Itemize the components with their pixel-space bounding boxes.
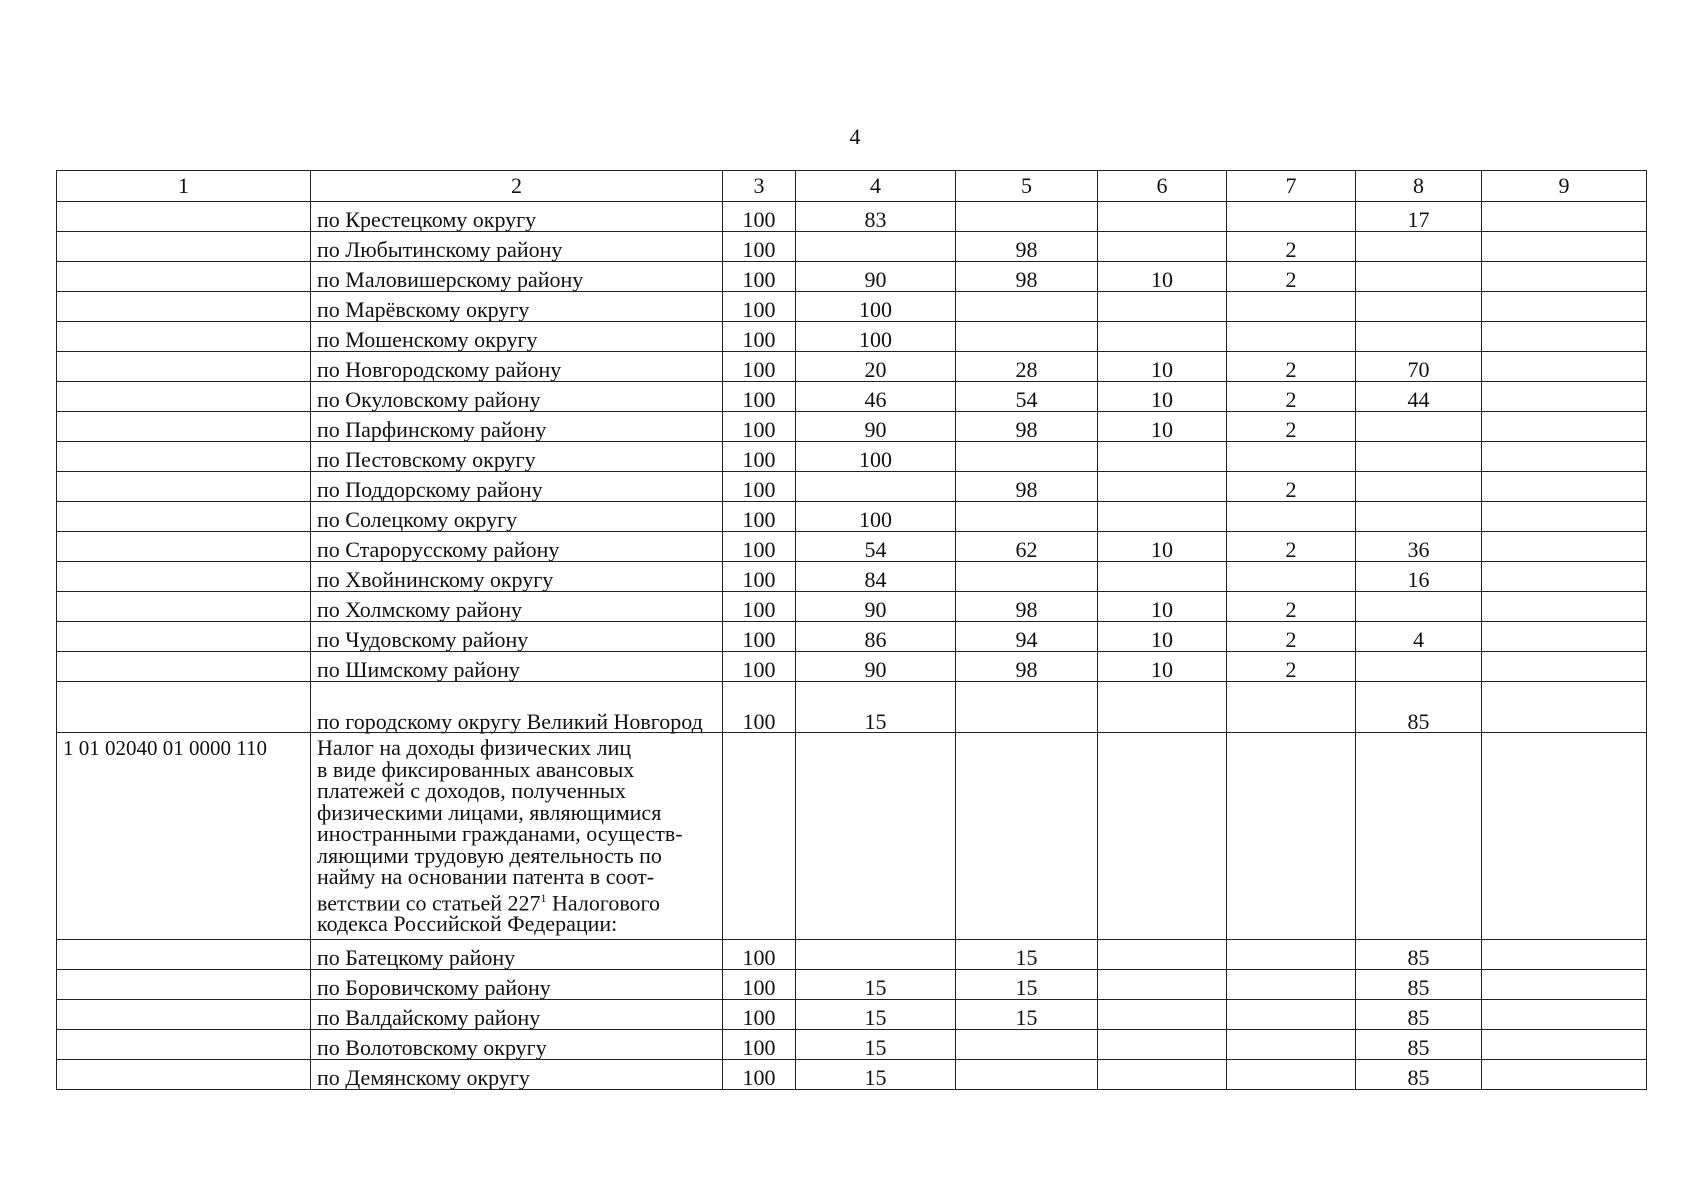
percent-cell-c6 (1098, 940, 1227, 970)
percent-cell-c3: 100 (723, 232, 796, 262)
percent-cell-c5: 94 (956, 622, 1098, 652)
district-name-cell: по Марёвскому округу (311, 292, 723, 322)
percent-cell-c9 (1482, 502, 1647, 532)
percent-cell-c7 (1227, 202, 1356, 232)
percent-cell-c7: 2 (1227, 262, 1356, 292)
percent-cell-c3: 100 (723, 622, 796, 652)
percent-cell-c9 (1482, 652, 1647, 682)
district-name-cell: по Крестецкому округу (311, 202, 723, 232)
percent-cell-c5 (956, 562, 1098, 592)
percent-cell-c4: 90 (796, 592, 956, 622)
code-cell (57, 322, 311, 352)
percent-cell-c8: 36 (1356, 532, 1482, 562)
percent-cell-c5: 98 (956, 472, 1098, 502)
percent-cell-c5 (956, 442, 1098, 472)
column-number: 5 (956, 171, 1098, 202)
percent-cell-c8 (1356, 652, 1482, 682)
percent-cell-c6: 10 (1098, 412, 1227, 442)
budget-classification-code: 1 01 02040 01 0000 110 (57, 733, 311, 940)
code-cell (57, 232, 311, 262)
percent-cell-c4: 90 (796, 262, 956, 292)
percent-cell-c6 (1098, 292, 1227, 322)
table-row (57, 592, 1647, 622)
percent-cell-c7 (1227, 562, 1356, 592)
percent-cell-c4: 86 (796, 622, 956, 652)
percent-cell-c7 (1227, 292, 1356, 322)
column-number: 1 (57, 171, 311, 202)
percent-cell-c3: 100 (723, 532, 796, 562)
percent-cell-c7 (1227, 940, 1356, 970)
district-name-cell: по Солецкому округу (311, 502, 723, 532)
percent-cell-c5: 98 (956, 652, 1098, 682)
code-cell (57, 652, 311, 682)
percent-cell-c9 (1482, 322, 1647, 352)
percent-cell-c7 (1227, 970, 1356, 1000)
percent-cell-c9 (1482, 472, 1647, 502)
code-cell (57, 940, 311, 970)
article-superscript: 1 (540, 890, 547, 905)
code-cell (57, 382, 311, 412)
tax-description-text: Налог на доходы физических лиц в виде фиксированных авансовых платежей с доходов, полученных физическими лицами, являющимися иностранными гражданами, осуществ- ляющими трудовую деятельность по найму на основании патента в соот- ветствии со статьей 227 (317, 735, 683, 915)
percent-cell-c4 (796, 232, 956, 262)
code-cell (57, 352, 311, 382)
percent-cell-c5: 62 (956, 532, 1098, 562)
column-number: 6 (1098, 171, 1227, 202)
percent-cell-c8: 44 (1356, 382, 1482, 412)
percent-cell-c9 (1482, 682, 1647, 733)
district-name-cell: по Поддорскому району (311, 472, 723, 502)
percent-cell-c9 (1482, 532, 1647, 562)
code-cell (57, 592, 311, 622)
table-row (57, 382, 1647, 412)
percent-cell-c4: 15 (796, 1060, 956, 1090)
percent-cell-c5: 15 (956, 970, 1098, 1000)
column-number: 4 (796, 171, 956, 202)
percent-cell-c6 (1098, 970, 1227, 1000)
percent-cell-c4: 54 (796, 532, 956, 562)
percent-cell-c6 (1098, 442, 1227, 472)
table-row (57, 202, 1647, 232)
percent-cell-c6: 10 (1098, 382, 1227, 412)
percent-cell-c4: 15 (796, 970, 956, 1000)
percent-cell-c8: 16 (1356, 562, 1482, 592)
percent-cell-c9 (1482, 262, 1647, 292)
percent-cell-c4: 90 (796, 412, 956, 442)
table-header (57, 171, 1647, 202)
table-row (57, 1030, 1647, 1060)
percent-cell-c4: 46 (796, 382, 956, 412)
percent-cell-c9 (1482, 1060, 1647, 1090)
percent-cell-c9 (1482, 352, 1647, 382)
percent-cell-c3: 100 (723, 970, 796, 1000)
column-number-row (57, 171, 1647, 202)
percent-cell-c5 (956, 502, 1098, 532)
table-row (57, 412, 1647, 442)
district-name-cell: по Волотовскому округу (311, 1030, 723, 1060)
empty-cell (723, 733, 796, 940)
tax-description-text-end: Налогового кодекса Российской Федерации: (317, 889, 661, 937)
percent-cell-c5 (956, 1030, 1098, 1060)
percent-cell-c9 (1482, 382, 1647, 412)
percent-cell-c4: 100 (796, 322, 956, 352)
district-name-cell: по Парфинскому району (311, 412, 723, 442)
percent-cell-c8: 70 (1356, 352, 1482, 382)
code-cell (57, 412, 311, 442)
percent-cell-c7: 2 (1227, 382, 1356, 412)
empty-cell (796, 733, 956, 940)
percent-cell-c9 (1482, 292, 1647, 322)
column-number: 9 (1482, 171, 1647, 202)
percent-cell-c7: 2 (1227, 472, 1356, 502)
table-row (57, 232, 1647, 262)
percent-cell-c6 (1098, 232, 1227, 262)
table-row (57, 262, 1647, 292)
percent-cell-c8 (1356, 442, 1482, 472)
percent-cell-c7 (1227, 1000, 1356, 1030)
percent-cell-c6 (1098, 1030, 1227, 1060)
percent-cell-c8 (1356, 502, 1482, 532)
percent-cell-c3: 100 (723, 682, 796, 733)
table-row (57, 682, 1647, 733)
column-number: 3 (723, 171, 796, 202)
percent-cell-c5: 98 (956, 262, 1098, 292)
percent-cell-c8 (1356, 262, 1482, 292)
percent-cell-c8: 4 (1356, 622, 1482, 652)
column-number: 7 (1227, 171, 1356, 202)
code-cell (57, 532, 311, 562)
percent-cell-c7: 2 (1227, 412, 1356, 442)
percent-cell-c4: 83 (796, 202, 956, 232)
percent-cell-c7: 2 (1227, 652, 1356, 682)
percent-cell-c4: 15 (796, 1000, 956, 1030)
percent-cell-c4: 20 (796, 352, 956, 382)
percent-cell-c8: 85 (1356, 940, 1482, 970)
district-name-cell: по Холмскому району (311, 592, 723, 622)
percent-cell-c3: 100 (723, 472, 796, 502)
code-cell (57, 262, 311, 292)
table-row (57, 442, 1647, 472)
percent-cell-c5: 98 (956, 232, 1098, 262)
percent-cell-c3: 100 (723, 940, 796, 970)
percent-cell-c8: 85 (1356, 682, 1482, 733)
percent-cell-c7: 2 (1227, 352, 1356, 382)
percent-cell-c5 (956, 292, 1098, 322)
percent-cell-c4: 100 (796, 502, 956, 532)
percent-cell-c7: 2 (1227, 232, 1356, 262)
percent-cell-c7 (1227, 502, 1356, 532)
percent-cell-c8: 17 (1356, 202, 1482, 232)
percent-cell-c6: 10 (1098, 592, 1227, 622)
code-cell (57, 682, 311, 733)
district-name-cell: по Старорусскому району (311, 532, 723, 562)
column-number: 8 (1356, 171, 1482, 202)
percent-cell-c6: 10 (1098, 532, 1227, 562)
percent-cell-c3: 100 (723, 442, 796, 472)
district-name-cell: по Мошенскому округу (311, 322, 723, 352)
code-cell (57, 1060, 311, 1090)
empty-cell (1227, 733, 1356, 940)
percent-cell-c3: 100 (723, 1000, 796, 1030)
code-cell (57, 970, 311, 1000)
percent-cell-c7 (1227, 1030, 1356, 1060)
percent-cell-c4: 100 (796, 292, 956, 322)
percent-cell-c9 (1482, 442, 1647, 472)
code-cell (57, 502, 311, 532)
district-name-cell: по Валдайскому району (311, 1000, 723, 1030)
table-body (57, 202, 1647, 1090)
percent-cell-c6 (1098, 502, 1227, 532)
empty-cell (1356, 733, 1482, 940)
percent-cell-c5: 98 (956, 592, 1098, 622)
tax-section-row (57, 733, 1647, 940)
table-row (57, 970, 1647, 1000)
percent-cell-c5 (956, 682, 1098, 733)
district-name-cell: по Демянскому округу (311, 1060, 723, 1090)
percent-cell-c9 (1482, 562, 1647, 592)
percent-cell-c7 (1227, 322, 1356, 352)
percent-cell-c8 (1356, 292, 1482, 322)
percent-cell-c9 (1482, 232, 1647, 262)
percent-cell-c5: 15 (956, 940, 1098, 970)
code-cell (57, 202, 311, 232)
percent-cell-c8 (1356, 592, 1482, 622)
percent-cell-c6: 10 (1098, 622, 1227, 652)
percent-cell-c8: 85 (1356, 970, 1482, 1000)
percent-cell-c9 (1482, 1000, 1647, 1030)
percent-cell-c6 (1098, 1060, 1227, 1090)
table-row (57, 292, 1647, 322)
table-row (57, 622, 1647, 652)
code-cell (57, 1000, 311, 1030)
percent-cell-c6 (1098, 472, 1227, 502)
percent-cell-c9 (1482, 970, 1647, 1000)
percent-cell-c4 (796, 472, 956, 502)
percent-cell-c6: 10 (1098, 652, 1227, 682)
district-name-cell: по Любытинскому району (311, 232, 723, 262)
table-row (57, 472, 1647, 502)
code-cell (57, 442, 311, 472)
percent-cell-c5 (956, 202, 1098, 232)
code-cell (57, 472, 311, 502)
percent-cell-c6 (1098, 202, 1227, 232)
percent-cell-c6: 10 (1098, 262, 1227, 292)
percent-cell-c7: 2 (1227, 532, 1356, 562)
code-cell (57, 562, 311, 592)
table-row (57, 532, 1647, 562)
percent-cell-c6 (1098, 562, 1227, 592)
district-name-cell: по Хвойнинскому округу (311, 562, 723, 592)
column-number: 2 (311, 171, 723, 202)
percent-cell-c7: 2 (1227, 592, 1356, 622)
percent-cell-c9 (1482, 940, 1647, 970)
table-row (57, 562, 1647, 592)
percent-cell-c7 (1227, 442, 1356, 472)
percent-cell-c8 (1356, 472, 1482, 502)
percent-cell-c3: 100 (723, 292, 796, 322)
percent-cell-c4: 15 (796, 1030, 956, 1060)
district-name-cell: по городскому округу Великий Новгород (311, 682, 723, 733)
percent-cell-c9 (1482, 622, 1647, 652)
table-row (57, 1060, 1647, 1090)
percent-cell-c5 (956, 1060, 1098, 1090)
tax-description (311, 733, 723, 940)
percent-cell-c7 (1227, 682, 1356, 733)
percent-cell-c8: 85 (1356, 1060, 1482, 1090)
code-cell (57, 1030, 311, 1060)
table-row (57, 322, 1647, 352)
percent-cell-c6 (1098, 1000, 1227, 1030)
percent-cell-c3: 100 (723, 502, 796, 532)
percent-cell-c3: 100 (723, 592, 796, 622)
percent-cell-c5: 54 (956, 382, 1098, 412)
code-cell (57, 292, 311, 322)
budget-distribution-table (56, 170, 1647, 1090)
percent-cell-c3: 100 (723, 382, 796, 412)
percent-cell-c6 (1098, 322, 1227, 352)
percent-cell-c8: 85 (1356, 1030, 1482, 1060)
table-row (57, 352, 1647, 382)
percent-cell-c9 (1482, 412, 1647, 442)
empty-cell (956, 733, 1098, 940)
percent-cell-c3: 100 (723, 652, 796, 682)
percent-cell-c4 (796, 940, 956, 970)
percent-cell-c7 (1227, 1060, 1356, 1090)
percent-cell-c8 (1356, 232, 1482, 262)
page-number: 4 (849, 124, 861, 149)
percent-cell-c3: 100 (723, 562, 796, 592)
percent-cell-c3: 100 (723, 202, 796, 232)
percent-cell-c3: 100 (723, 352, 796, 382)
percent-cell-c5: 28 (956, 352, 1098, 382)
percent-cell-c3: 100 (723, 322, 796, 352)
district-name-cell: по Окуловскому району (311, 382, 723, 412)
district-name-cell: по Чудовскому району (311, 622, 723, 652)
percent-cell-c4: 84 (796, 562, 956, 592)
percent-cell-c6: 10 (1098, 352, 1227, 382)
empty-cell (1482, 733, 1647, 940)
percent-cell-c6 (1098, 682, 1227, 733)
percent-cell-c7: 2 (1227, 622, 1356, 652)
percent-cell-c9 (1482, 1030, 1647, 1060)
table-row (57, 1000, 1647, 1030)
percent-cell-c8: 85 (1356, 1000, 1482, 1030)
percent-cell-c3: 100 (723, 1060, 796, 1090)
percent-cell-c5 (956, 322, 1098, 352)
percent-cell-c3: 100 (723, 1030, 796, 1060)
code-cell (57, 622, 311, 652)
district-name-cell: по Батецкому району (311, 940, 723, 970)
percent-cell-c9 (1482, 202, 1647, 232)
percent-cell-c8 (1356, 412, 1482, 442)
percent-cell-c5: 98 (956, 412, 1098, 442)
percent-cell-c8 (1356, 322, 1482, 352)
percent-cell-c4: 90 (796, 652, 956, 682)
table-row (57, 940, 1647, 970)
district-name-cell: по Новгородскому району (311, 352, 723, 382)
district-name-cell: по Боровичскому району (311, 970, 723, 1000)
percent-cell-c3: 100 (723, 262, 796, 292)
percent-cell-c9 (1482, 592, 1647, 622)
district-name-cell: по Шимскому району (311, 652, 723, 682)
empty-cell (1098, 733, 1227, 940)
percent-cell-c5: 15 (956, 1000, 1098, 1030)
district-name-cell: по Маловишерскому району (311, 262, 723, 292)
table-row (57, 652, 1647, 682)
table-row (57, 502, 1647, 532)
percent-cell-c3: 100 (723, 412, 796, 442)
percent-cell-c4: 100 (796, 442, 956, 472)
percent-cell-c4: 15 (796, 682, 956, 733)
district-name-cell: по Пестовскому округу (311, 442, 723, 472)
